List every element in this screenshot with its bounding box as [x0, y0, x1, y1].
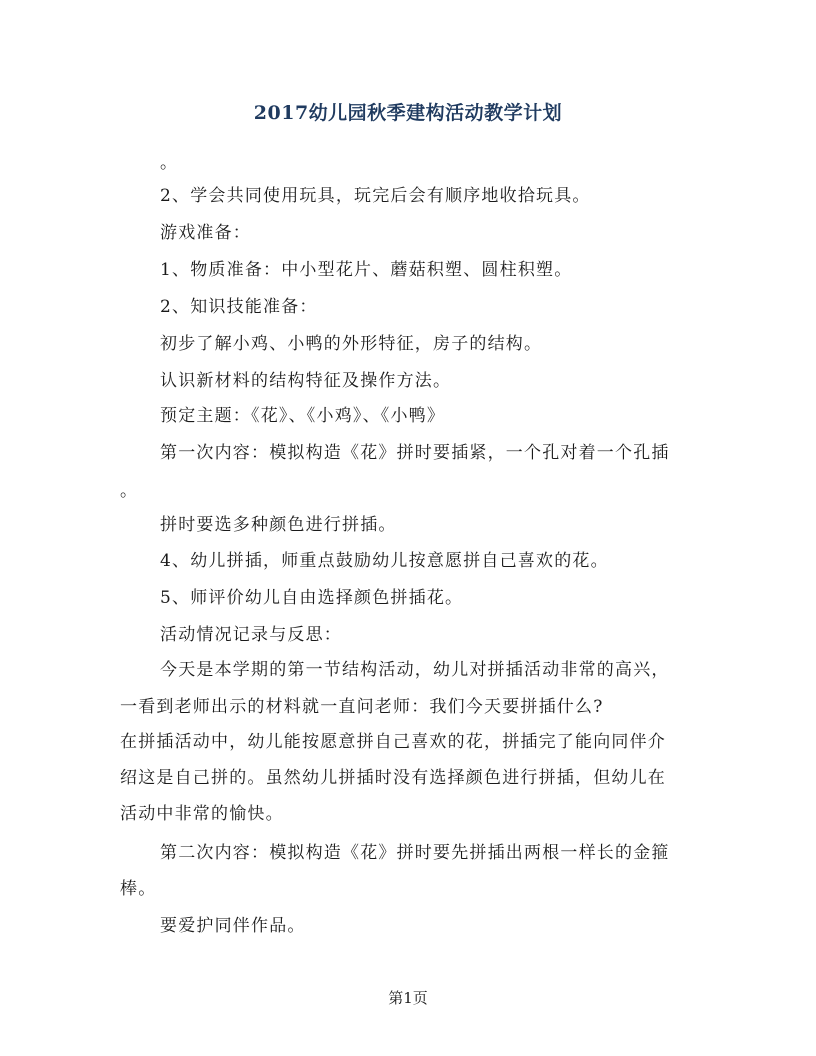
text-line: 预定主题：《花》、《小鸡》、《小鸭》 — [160, 406, 446, 426]
text-line: 活动中非常的愉快。 — [120, 804, 284, 824]
text-line: 初步了解小鸡、小鸭的外形特征，房子的结构。 — [160, 334, 543, 354]
text-line: 棒。 — [120, 879, 157, 899]
text-line: 拼时要选多种颜色进行拼插。 — [160, 515, 397, 535]
text-line: 认识新材料的结构特征及操作方法。 — [160, 371, 452, 391]
text-line: 绍这是自己拼的。虽然幼儿拼插时没有选择颜色进行拼插，但幼儿在 — [120, 768, 666, 788]
text-line: 一看到老师出示的材料就一直问老师：我们今天要拼插什么? — [120, 697, 604, 717]
text-line: 5、师评价幼儿自由选择颜色拼插花。 — [160, 588, 464, 608]
text-line: 4、幼儿拼插，师重点鼓励幼儿按意愿拼自己喜欢的花。 — [160, 551, 609, 571]
text-line: 第二次内容：模拟构造《花》拼时要先拼插出两根一样长的金箍 — [160, 843, 670, 863]
text-line: 2、知识技能准备： — [160, 297, 318, 317]
text-line: 2、学会共同使用玩具，玩完后会有顺序地收拾玩具。 — [160, 186, 591, 206]
text-line: 。 — [160, 153, 179, 173]
text-line: 。 — [120, 481, 139, 501]
text-line: 要爱护同伴作品。 — [160, 916, 306, 936]
text-line: 今天是本学期的第一节结构活动，幼儿对拼插活动非常的高兴， — [160, 660, 670, 680]
document-title: 2017幼儿园秋季建构活动教学计划 — [253, 102, 563, 124]
text-line: 第一次内容：模拟构造《花》拼时要插紧，一个孔对着一个孔插 — [160, 443, 670, 463]
text-line: 活动情况记录与反思： — [160, 625, 342, 645]
text-line: 游戏准备： — [160, 223, 251, 243]
text-line: 1、物质准备：中小型花片、蘑菇积塑、圆柱积塑。 — [160, 260, 573, 280]
text-line: 在拼插活动中，幼儿能按愿意拼自己喜欢的花，拼插完了能向同伴介 — [120, 732, 666, 752]
page-number: 第1页 — [388, 989, 428, 1007]
